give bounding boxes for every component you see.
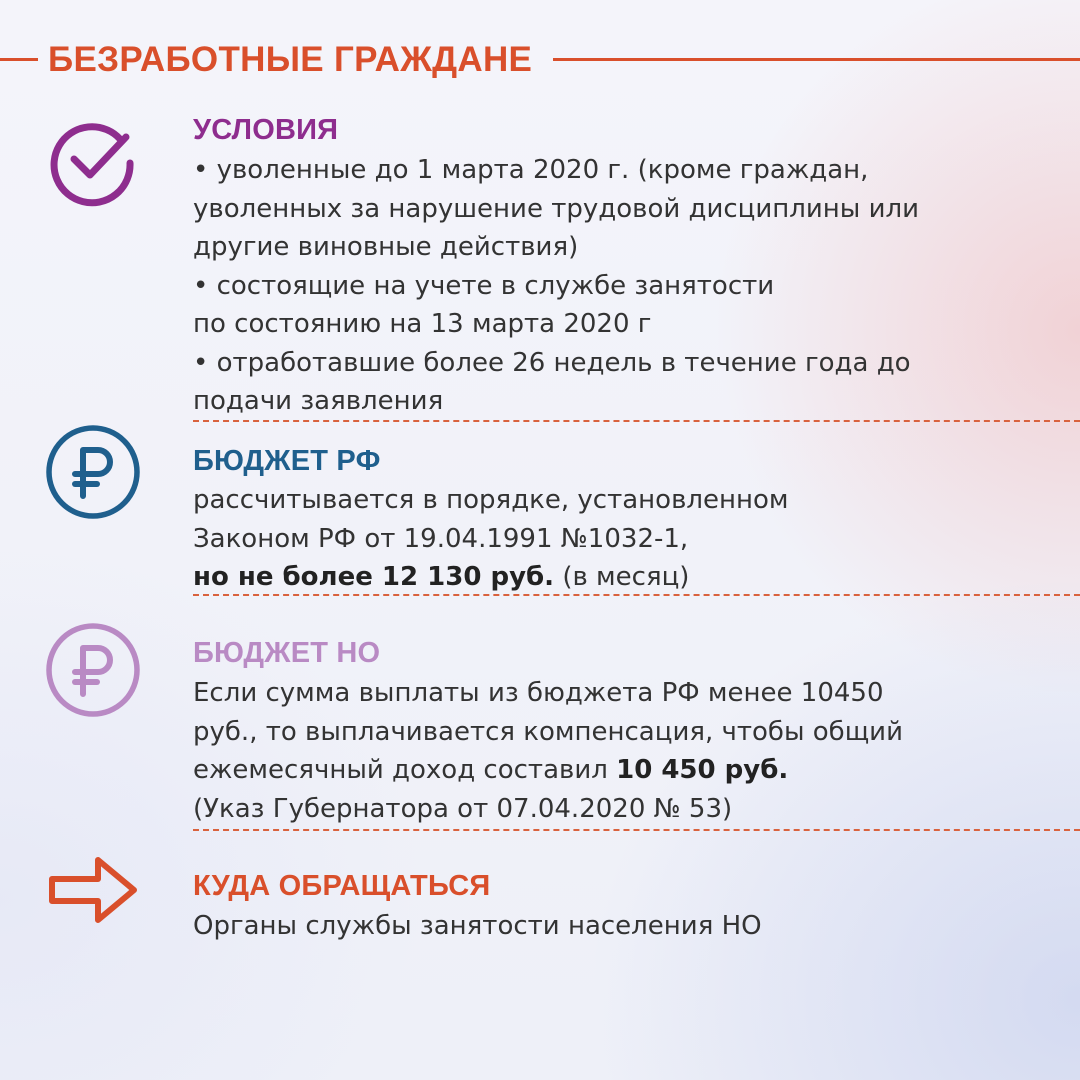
budget-rf-limit: но не более 12 130 руб. [193, 562, 555, 592]
conditions-heading: УСЛОВИЯ [193, 114, 339, 146]
budget-rf-line [193, 558, 789, 597]
conditions-line: подачи заявления [193, 386, 444, 416]
section-divider [193, 420, 1080, 422]
arrow-right-icon [46, 852, 142, 928]
conditions-line: • отработавшие более 26 недель в течение года до [193, 347, 911, 378]
section-divider [193, 829, 1080, 831]
budget-no-line: (Указ Губернатора от 07.04.2020 № 53) [193, 793, 733, 824]
budget-rf-text [193, 481, 789, 597]
conditions-line: по состоянию на 13 марта 2020 г [193, 309, 652, 339]
checkmark-circle-icon [44, 115, 140, 211]
where-to-apply-text [193, 907, 762, 946]
budget-rf-line: рассчитывается в порядке, установленном [193, 485, 789, 515]
budget-no-amount: 10 450 руб. [616, 755, 789, 785]
ruble-circle-icon [43, 620, 143, 720]
budget-no-line: Если сумма выплаты из бюджета РФ менее 10450 [193, 678, 884, 708]
budget-rf-period: (в месяц) [554, 562, 690, 592]
conditions-line: • уволенные до 1 марта 2020 г. (кроме граждан, [193, 155, 869, 185]
budget-rf-line: Законом РФ от 19.04.1991 №1032-1, [193, 523, 689, 554]
ruble-circle-icon [43, 422, 143, 522]
budget-no-line [193, 751, 903, 790]
title-rule-right [553, 58, 1080, 61]
budget-no-heading: БЮДЖЕТ НО [193, 637, 381, 669]
where-to-apply-heading: КУДА ОБРАЩАТЬСЯ [193, 870, 491, 902]
budget-no-text [193, 674, 903, 828]
where-to-apply-line: Органы службы занятости населения НО [193, 911, 762, 941]
section-divider [193, 594, 1080, 596]
title-rule-left [0, 58, 38, 61]
conditions-line: уволенных за нарушение трудовой дисциплины или [193, 193, 919, 224]
conditions-line: другие виновные действия) [193, 232, 579, 262]
page-title: БЕЗРАБОТНЫЕ ГРАЖДАНЕ [48, 40, 533, 79]
budget-no-income-text: ежемесячный доход составил [193, 755, 617, 785]
conditions-text [193, 151, 919, 421]
conditions-line: • состоящие на учете в службе занятости [193, 270, 775, 301]
budget-rf-heading: БЮДЖЕТ РФ [193, 445, 381, 477]
budget-no-line: руб., то выплачивается компенсация, чтобы общий [193, 716, 903, 747]
